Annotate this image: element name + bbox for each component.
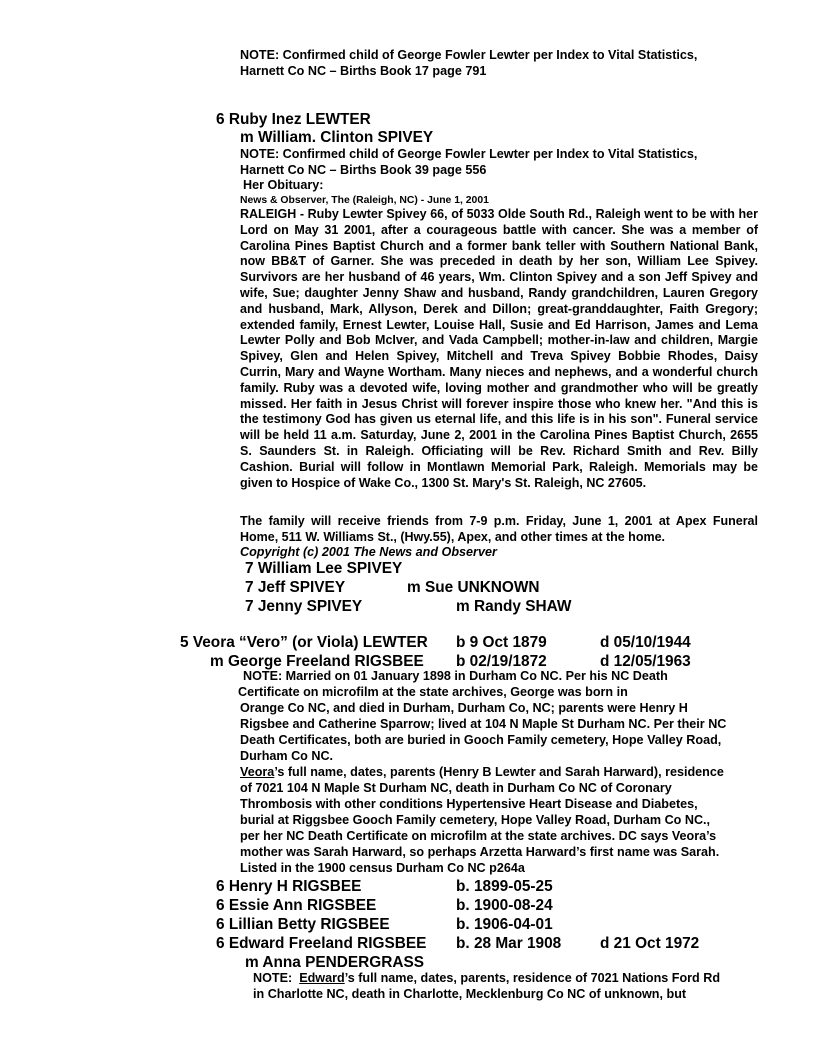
veora-birth: b 9 Oct 1879	[456, 634, 547, 651]
veora-note-line-5: Death Certificates, both are buried in Gooch Family cemetery, Hope Valley Road,	[240, 733, 722, 747]
ruby-child-2-spouse: m Sue UNKNOWN	[407, 579, 540, 596]
veora-spouse: m George Freeland RIGSBEE	[210, 653, 424, 670]
veora-heading: 5 Veora “Vero” (or Viola) LEWTER	[180, 634, 428, 651]
obituary-copyright: Copyright (c) 2001 The News and Observer	[240, 545, 497, 559]
edward-note-line-1	[253, 971, 720, 987]
veora-note2-line-6: mother was Sarah Harward, so perhaps Arzetta Harward’s first name was Sarah.	[240, 845, 720, 859]
veora-note2-line-2: of 7021 104 N Maple St Durham NC, death in Durham Co NC of Coronary	[240, 781, 672, 795]
veora-spouse-birth: b 02/19/1872	[456, 653, 547, 670]
edward-note-prefix: NOTE:	[253, 971, 300, 985]
ruby-note-line-1: NOTE: Confirmed child of George Fowler Lewter per Index to Vital Statistics,	[240, 147, 698, 161]
rigsbee-child-3: 6 Lillian Betty RIGSBEE	[216, 916, 390, 933]
veora-note2-line-5: per her NC Death Certificate on microfilm at the state archives. DC says Veora’s	[240, 829, 717, 843]
veora-note-line-3: Orange Co NC, and died in Durham, Durham Co, NC; parents were Henry H	[240, 701, 688, 715]
veora-note-line-6: Durham Co NC.	[240, 749, 334, 763]
top-note-line-1: NOTE: Confirmed child of George Fowler Lewter per Index to Vital Statistics,	[240, 48, 698, 62]
veora-note-line-1: NOTE: Married on 01 January 1898 in Durham Co NC. Per his NC Death	[243, 669, 668, 683]
veora-note2-line-1	[240, 765, 724, 781]
ruby-heading: 6 Ruby Inez LEWTER	[216, 111, 371, 128]
veora-death: d 05/10/1944	[600, 634, 691, 651]
edward-spouse: m Anna PENDERGRASS	[245, 954, 425, 971]
veora-spouse-death: d 12/05/1963	[600, 653, 691, 670]
obituary-label: Her Obituary:	[243, 178, 324, 192]
rigsbee-child-3-birth: b. 1906-04-01	[456, 916, 553, 933]
rigsbee-child-1: 6 Henry H RIGSBEE	[216, 878, 362, 895]
rigsbee-child-4: 6 Edward Freeland RIGSBEE	[216, 935, 427, 952]
edward-note-rest: ’s full name, dates, parents, residence of 7021 Nations Ford Rd	[344, 971, 721, 985]
rigsbee-child-1-birth: b. 1899-05-25	[456, 878, 553, 895]
veora-note-line-4: Rigsbee and Catherine Sparrow; lived at 104 N Maple St Durham NC. Per their NC	[240, 717, 727, 731]
ruby-child-2: 7 Jeff SPIVEY	[245, 579, 346, 596]
ruby-child-3-spouse: m Randy SHAW	[456, 598, 572, 615]
veora-note2-line-3: Thrombosis with other conditions Hypertensive Heart Disease and Diabetes,	[240, 797, 698, 811]
veora-note2-line-4: burial at Riggsbee Gooch Family cemetery, Hope Valley Road, Durham Co NC.,	[240, 813, 711, 827]
edward-name-underlined: Edward	[299, 971, 345, 985]
edward-note-line-2: in Charlotte NC, death in Charlotte, Mecklenburg Co NC of unknown, but	[253, 987, 687, 1001]
veora-note2-first-rest: ’s full name, dates, parents (Henry B Lewter and Sarah Harward), residence	[274, 765, 724, 779]
ruby-spouse: m William. Clinton SPIVEY	[240, 129, 434, 146]
ruby-child-3: 7 Jenny SPIVEY	[245, 598, 363, 615]
rigsbee-child-4-birth: b. 28 Mar 1908	[456, 935, 562, 952]
top-note-line-2: Harnett Co NC – Births Book 17 page 791	[240, 64, 487, 78]
ruby-child-1: 7 William Lee SPIVEY	[245, 560, 403, 577]
veora-note2-line-7: Listed in the 1900 census Durham Co NC p264a	[240, 861, 525, 875]
veora-note-line-2: Certificate on microfilm at the state archives, George was born in	[238, 685, 628, 699]
rigsbee-child-2: 6 Essie Ann RIGSBEE	[216, 897, 377, 914]
rigsbee-child-2-birth: b. 1900-08-24	[456, 897, 553, 914]
veora-name-underlined: Veora	[240, 765, 275, 779]
obituary-source: News & Observer, The (Raleigh, NC) - June 1, 2001	[240, 195, 489, 206]
obituary-visitation: The family will receive friends from 7-9 p.m. Friday, June 1, 2001 at Apex Funeral Home, 511 W. Williams St., (Hwy.55), Apex, and other times at the home.	[240, 514, 758, 544]
ruby-note-line-2: Harnett Co NC – Births Book 39 page 556	[240, 163, 487, 177]
rigsbee-child-4-death: d 21 Oct 1972	[600, 935, 700, 952]
obituary-body: RALEIGH - Ruby Lewter Spivey 66, of 5033 Olde South Rd., Raleigh went to be with her Lord on May 31 2001, after a courageous battle with cancer. She was a member of Carolina Pines Baptist Church and a former bank teller with Southern National Bank, now BB&T of Garner. She was preceded in death by her son, William Lee Spivey. Survivors are her husband of 46 years, Wm. Clinton Spivey and a son Jeff Spivey and wife, Sue; daughter Jenny Shaw and husband, Randy grandchildren, Lauren Gregory and husband, Mark, Allyson, Derek and Dillon; great-granddaughter, Faith Gregory; extended family, Ernest Lewter, Louise Hall, Susie and Ed Harrison, James and Lema Lewter Polly and Bob McIver, and Vada Campbell; mother-in-law and children, Margie Spivey, Glen and Helen Spivey, Mitchell and Treva Spivey Bobbie Rhodes, Daisy Currin, Mary and Wayne Wortham. Many nieces and nephews, and a wonderful church family. Ruby was a devoted wife, loving mother and grandmother who will be greatly missed. Her faith in Jesus Christ will forever inspire those who knew her. "And this is the testimony God has given us eternal life, and this life is in his son". Funeral service will be held 11 a.m. Saturday, June 2, 2001 in the Carolina Pines Baptist Church, 2655 S. Saunders St. in Raleigh. Officiating will be Rev. Richard Smith and Rev. Billy Cashion. Burial will follow in Montlawn Memorial Park, Raleigh. Memorials may be given to Hospice of Wake Co., 1300 St. Mary's St. Raleigh, NC 27605.	[240, 207, 758, 490]
